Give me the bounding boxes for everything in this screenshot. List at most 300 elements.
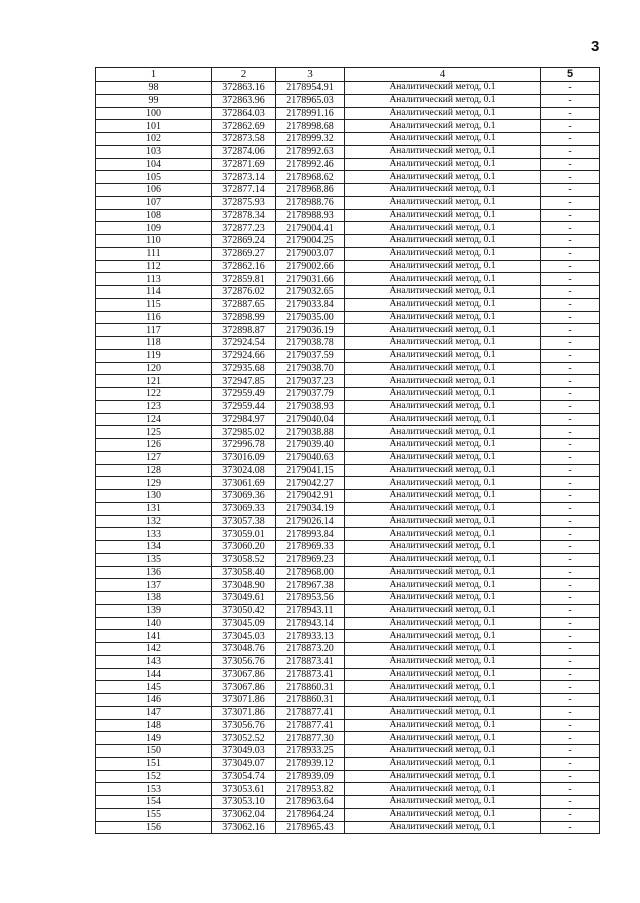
note-cell: - — [541, 439, 600, 452]
point-number-cell: 124 — [96, 413, 212, 426]
point-number-cell: 134 — [96, 541, 212, 554]
method-cell: Аналитический метод, 0.1 — [345, 490, 541, 503]
note-cell: - — [541, 757, 600, 770]
x-coordinate-cell: 373071.86 — [212, 694, 276, 707]
point-number-cell: 147 — [96, 706, 212, 719]
note-cell: - — [541, 515, 600, 528]
method-cell: Аналитический метод, 0.1 — [345, 107, 541, 120]
method-cell: Аналитический метод, 0.1 — [345, 694, 541, 707]
point-number-cell: 139 — [96, 604, 212, 617]
y-coordinate-cell: 2179031.66 — [276, 273, 345, 286]
note-cell: - — [541, 273, 600, 286]
method-cell: Аналитический метод, 0.1 — [345, 247, 541, 260]
note-cell: - — [541, 808, 600, 821]
y-coordinate-cell: 2178992.46 — [276, 158, 345, 171]
note-cell: - — [541, 541, 600, 554]
note-cell: - — [541, 247, 600, 260]
x-coordinate-cell: 372875.93 — [212, 196, 276, 209]
point-number-cell: 116 — [96, 311, 212, 324]
point-number-cell: 108 — [96, 209, 212, 222]
x-coordinate-cell: 372996.78 — [212, 439, 276, 452]
note-cell: - — [541, 209, 600, 222]
point-number-cell: 114 — [96, 286, 212, 299]
method-cell: Аналитический метод, 0.1 — [345, 260, 541, 273]
method-cell: Аналитический метод, 0.1 — [345, 196, 541, 209]
method-cell: Аналитический метод, 0.1 — [345, 566, 541, 579]
point-number-cell: 129 — [96, 477, 212, 490]
x-coordinate-cell: 372898.87 — [212, 324, 276, 337]
x-coordinate-cell: 373045.03 — [212, 630, 276, 643]
x-coordinate-cell: 372877.23 — [212, 222, 276, 235]
point-number-cell: 131 — [96, 502, 212, 515]
note-cell: - — [541, 464, 600, 477]
method-cell: Аналитический метод, 0.1 — [345, 668, 541, 681]
note-cell: - — [541, 579, 600, 592]
note-cell: - — [541, 158, 600, 171]
point-number-cell: 113 — [96, 273, 212, 286]
y-coordinate-cell: 2178877.41 — [276, 706, 345, 719]
method-cell: Аналитический метод, 0.1 — [345, 757, 541, 770]
table-row — [96, 617, 600, 630]
table-row — [96, 82, 600, 95]
table-row — [96, 541, 600, 554]
y-coordinate-cell: 2178877.30 — [276, 732, 345, 745]
table-row — [96, 375, 600, 388]
method-cell: Аналитический метод, 0.1 — [345, 796, 541, 809]
y-coordinate-cell: 2178953.82 — [276, 783, 345, 796]
point-number-cell: 150 — [96, 745, 212, 758]
point-number-cell: 101 — [96, 120, 212, 133]
table-header-row — [96, 68, 600, 82]
note-cell: - — [541, 668, 600, 681]
table-row — [96, 184, 600, 197]
y-coordinate-cell: 2179036.19 — [276, 324, 345, 337]
note-cell: - — [541, 732, 600, 745]
y-coordinate-cell: 2179038.70 — [276, 362, 345, 375]
table-row — [96, 235, 600, 248]
note-cell: - — [541, 796, 600, 809]
method-cell: Аналитический метод, 0.1 — [345, 719, 541, 732]
table-row — [96, 553, 600, 566]
method-cell: Аналитический метод, 0.1 — [345, 808, 541, 821]
method-cell: Аналитический метод, 0.1 — [345, 451, 541, 464]
x-coordinate-cell: 373059.01 — [212, 528, 276, 541]
point-number-cell: 107 — [96, 196, 212, 209]
note-cell: - — [541, 643, 600, 656]
note-cell: - — [541, 477, 600, 490]
y-coordinate-cell: 2178943.11 — [276, 604, 345, 617]
note-cell: - — [541, 770, 600, 783]
note-cell: - — [541, 260, 600, 273]
note-cell: - — [541, 375, 600, 388]
y-coordinate-cell: 2179032.65 — [276, 286, 345, 299]
method-cell: Аналитический метод, 0.1 — [345, 158, 541, 171]
table-row — [96, 439, 600, 452]
column-header-1: 1 — [96, 68, 212, 82]
method-cell: Аналитический метод, 0.1 — [345, 286, 541, 299]
x-coordinate-cell: 372984.97 — [212, 413, 276, 426]
table-row — [96, 94, 600, 107]
table-row — [96, 681, 600, 694]
method-cell: Аналитический метод, 0.1 — [345, 541, 541, 554]
coordinates-table — [95, 67, 600, 834]
x-coordinate-cell: 373056.76 — [212, 655, 276, 668]
note-cell: - — [541, 630, 600, 643]
table-row — [96, 515, 600, 528]
column-header-4: 4 — [345, 68, 541, 82]
x-coordinate-cell: 373049.07 — [212, 757, 276, 770]
method-cell: Аналитический метод, 0.1 — [345, 426, 541, 439]
method-cell: Аналитический метод, 0.1 — [345, 528, 541, 541]
x-coordinate-cell: 373024.08 — [212, 464, 276, 477]
method-cell: Аналитический метод, 0.1 — [345, 133, 541, 146]
y-coordinate-cell: 2178964.24 — [276, 808, 345, 821]
y-coordinate-cell: 2178992.63 — [276, 145, 345, 158]
note-cell: - — [541, 783, 600, 796]
point-number-cell: 110 — [96, 235, 212, 248]
method-cell: Аналитический метод, 0.1 — [345, 222, 541, 235]
point-number-cell: 151 — [96, 757, 212, 770]
table-row — [96, 247, 600, 260]
point-number-cell: 148 — [96, 719, 212, 732]
y-coordinate-cell: 2178873.20 — [276, 643, 345, 656]
y-coordinate-cell: 2179004.41 — [276, 222, 345, 235]
x-coordinate-cell: 372877.14 — [212, 184, 276, 197]
table-row — [96, 400, 600, 413]
x-coordinate-cell: 372873.58 — [212, 133, 276, 146]
point-number-cell: 125 — [96, 426, 212, 439]
y-coordinate-cell: 2178939.09 — [276, 770, 345, 783]
method-cell: Аналитический метод, 0.1 — [345, 553, 541, 566]
table-row — [96, 349, 600, 362]
x-coordinate-cell: 373058.52 — [212, 553, 276, 566]
point-number-cell: 98 — [96, 82, 212, 95]
point-number-cell: 123 — [96, 400, 212, 413]
method-cell: Аналитический метод, 0.1 — [345, 298, 541, 311]
table-row — [96, 324, 600, 337]
table-row — [96, 413, 600, 426]
y-coordinate-cell: 2179033.84 — [276, 298, 345, 311]
x-coordinate-cell: 372959.44 — [212, 400, 276, 413]
y-coordinate-cell: 2178965.03 — [276, 94, 345, 107]
x-coordinate-cell: 372947.85 — [212, 375, 276, 388]
x-coordinate-cell: 373057.38 — [212, 515, 276, 528]
point-number-cell: 135 — [96, 553, 212, 566]
x-coordinate-cell: 372878.34 — [212, 209, 276, 222]
y-coordinate-cell: 2178965.43 — [276, 821, 345, 834]
y-coordinate-cell: 2179037.23 — [276, 375, 345, 388]
method-cell: Аналитический метод, 0.1 — [345, 706, 541, 719]
x-coordinate-cell: 373052.52 — [212, 732, 276, 745]
table-row — [96, 770, 600, 783]
method-cell: Аналитический метод, 0.1 — [345, 324, 541, 337]
table-row — [96, 426, 600, 439]
y-coordinate-cell: 2179042.27 — [276, 477, 345, 490]
x-coordinate-cell: 372959.49 — [212, 388, 276, 401]
x-coordinate-cell: 372862.16 — [212, 260, 276, 273]
point-number-cell: 145 — [96, 681, 212, 694]
point-number-cell: 140 — [96, 617, 212, 630]
point-number-cell: 112 — [96, 260, 212, 273]
table-row — [96, 286, 600, 299]
page-number: 3 — [591, 38, 600, 55]
method-cell: Аналитический метод, 0.1 — [345, 184, 541, 197]
table-row — [96, 655, 600, 668]
x-coordinate-cell: 372869.27 — [212, 247, 276, 260]
y-coordinate-cell: 2179040.04 — [276, 413, 345, 426]
note-cell: - — [541, 337, 600, 350]
method-cell: Аналитический метод, 0.1 — [345, 362, 541, 375]
point-number-cell: 138 — [96, 592, 212, 605]
method-cell: Аналитический метод, 0.1 — [345, 273, 541, 286]
x-coordinate-cell: 373067.86 — [212, 668, 276, 681]
point-number-cell: 149 — [96, 732, 212, 745]
method-cell: Аналитический метод, 0.1 — [345, 311, 541, 324]
note-cell: - — [541, 298, 600, 311]
note-cell: - — [541, 490, 600, 503]
point-number-cell: 122 — [96, 388, 212, 401]
point-number-cell: 119 — [96, 349, 212, 362]
table-row — [96, 273, 600, 286]
point-number-cell: 136 — [96, 566, 212, 579]
method-cell: Аналитический метод, 0.1 — [345, 120, 541, 133]
table-row — [96, 502, 600, 515]
point-number-cell: 154 — [96, 796, 212, 809]
y-coordinate-cell: 2178954.91 — [276, 82, 345, 95]
x-coordinate-cell: 373053.10 — [212, 796, 276, 809]
y-coordinate-cell: 2178999.32 — [276, 133, 345, 146]
method-cell: Аналитический метод, 0.1 — [345, 145, 541, 158]
method-cell: Аналитический метод, 0.1 — [345, 94, 541, 107]
point-number-cell: 156 — [96, 821, 212, 834]
method-cell: Аналитический метод, 0.1 — [345, 477, 541, 490]
x-coordinate-cell: 372887.65 — [212, 298, 276, 311]
note-cell: - — [541, 553, 600, 566]
method-cell: Аналитический метод, 0.1 — [345, 502, 541, 515]
method-cell: Аналитический метод, 0.1 — [345, 235, 541, 248]
y-coordinate-cell: 2178991.16 — [276, 107, 345, 120]
y-coordinate-cell: 2178963.64 — [276, 796, 345, 809]
method-cell: Аналитический метод, 0.1 — [345, 209, 541, 222]
table-row — [96, 158, 600, 171]
y-coordinate-cell: 2178860.31 — [276, 681, 345, 694]
point-number-cell: 102 — [96, 133, 212, 146]
point-number-cell: 100 — [96, 107, 212, 120]
x-coordinate-cell: 372859.81 — [212, 273, 276, 286]
note-cell: - — [541, 235, 600, 248]
x-coordinate-cell: 372863.96 — [212, 94, 276, 107]
y-coordinate-cell: 2179003.07 — [276, 247, 345, 260]
method-cell: Аналитический метод, 0.1 — [345, 464, 541, 477]
point-number-cell: 126 — [96, 439, 212, 452]
method-cell: Аналитический метод, 0.1 — [345, 630, 541, 643]
note-cell: - — [541, 528, 600, 541]
table-row — [96, 757, 600, 770]
note-cell: - — [541, 694, 600, 707]
x-coordinate-cell: 372874.06 — [212, 145, 276, 158]
note-cell: - — [541, 196, 600, 209]
point-number-cell: 104 — [96, 158, 212, 171]
x-coordinate-cell: 373069.36 — [212, 490, 276, 503]
method-cell: Аналитический метод, 0.1 — [345, 171, 541, 184]
table-body — [96, 82, 600, 834]
method-cell: Аналитический метод, 0.1 — [345, 745, 541, 758]
note-cell: - — [541, 426, 600, 439]
point-number-cell: 137 — [96, 579, 212, 592]
method-cell: Аналитический метод, 0.1 — [345, 681, 541, 694]
y-coordinate-cell: 2178873.41 — [276, 655, 345, 668]
note-cell: - — [541, 171, 600, 184]
point-number-cell: 127 — [96, 451, 212, 464]
note-cell: - — [541, 286, 600, 299]
point-number-cell: 142 — [96, 643, 212, 656]
y-coordinate-cell: 2178968.86 — [276, 184, 345, 197]
table-row — [96, 796, 600, 809]
x-coordinate-cell: 373067.86 — [212, 681, 276, 694]
x-coordinate-cell: 372862.69 — [212, 120, 276, 133]
x-coordinate-cell: 373069.33 — [212, 502, 276, 515]
method-cell: Аналитический метод, 0.1 — [345, 655, 541, 668]
column-header-3: 3 — [276, 68, 345, 82]
point-number-cell: 133 — [96, 528, 212, 541]
note-cell: - — [541, 719, 600, 732]
y-coordinate-cell: 2179004.25 — [276, 235, 345, 248]
method-cell: Аналитический метод, 0.1 — [345, 770, 541, 783]
table-row — [96, 630, 600, 643]
table-row — [96, 451, 600, 464]
y-coordinate-cell: 2178933.13 — [276, 630, 345, 643]
table-row — [96, 592, 600, 605]
table-row — [96, 490, 600, 503]
table-row — [96, 145, 600, 158]
table-row — [96, 783, 600, 796]
table-row — [96, 464, 600, 477]
y-coordinate-cell: 2179038.78 — [276, 337, 345, 350]
method-cell: Аналитический метод, 0.1 — [345, 388, 541, 401]
y-coordinate-cell: 2178967.38 — [276, 579, 345, 592]
note-cell: - — [541, 94, 600, 107]
table-row — [96, 388, 600, 401]
note-cell: - — [541, 604, 600, 617]
x-coordinate-cell: 373058.40 — [212, 566, 276, 579]
note-cell: - — [541, 502, 600, 515]
table-row — [96, 298, 600, 311]
y-coordinate-cell: 2178993.84 — [276, 528, 345, 541]
x-coordinate-cell: 372863.16 — [212, 82, 276, 95]
y-coordinate-cell: 2179039.40 — [276, 439, 345, 452]
x-coordinate-cell: 373045.09 — [212, 617, 276, 630]
note-cell: - — [541, 311, 600, 324]
x-coordinate-cell: 372871.69 — [212, 158, 276, 171]
x-coordinate-cell: 373016.09 — [212, 451, 276, 464]
point-number-cell: 115 — [96, 298, 212, 311]
x-coordinate-cell: 373049.61 — [212, 592, 276, 605]
table-row — [96, 477, 600, 490]
x-coordinate-cell: 372876.02 — [212, 286, 276, 299]
method-cell: Аналитический метод, 0.1 — [345, 604, 541, 617]
y-coordinate-cell: 2178873.41 — [276, 668, 345, 681]
y-coordinate-cell: 2179035.00 — [276, 311, 345, 324]
table-row — [96, 260, 600, 273]
table-row — [96, 668, 600, 681]
y-coordinate-cell: 2179042.91 — [276, 490, 345, 503]
note-cell: - — [541, 566, 600, 579]
table-row — [96, 196, 600, 209]
y-coordinate-cell: 2178953.56 — [276, 592, 345, 605]
table-row — [96, 745, 600, 758]
x-coordinate-cell: 372898.99 — [212, 311, 276, 324]
table-row — [96, 808, 600, 821]
x-coordinate-cell: 372924.54 — [212, 337, 276, 350]
y-coordinate-cell: 2179002.66 — [276, 260, 345, 273]
y-coordinate-cell: 2178968.62 — [276, 171, 345, 184]
x-coordinate-cell: 372924.66 — [212, 349, 276, 362]
point-number-cell: 155 — [96, 808, 212, 821]
y-coordinate-cell: 2178939.12 — [276, 757, 345, 770]
note-cell: - — [541, 400, 600, 413]
point-number-cell: 109 — [96, 222, 212, 235]
point-number-cell: 117 — [96, 324, 212, 337]
table-row — [96, 579, 600, 592]
note-cell: - — [541, 655, 600, 668]
point-number-cell: 105 — [96, 171, 212, 184]
point-number-cell: 144 — [96, 668, 212, 681]
x-coordinate-cell: 373062.04 — [212, 808, 276, 821]
note-cell: - — [541, 120, 600, 133]
point-number-cell: 152 — [96, 770, 212, 783]
table-row — [96, 209, 600, 222]
point-number-cell: 132 — [96, 515, 212, 528]
table-row — [96, 107, 600, 120]
table-row — [96, 604, 600, 617]
method-cell: Аналитический метод, 0.1 — [345, 732, 541, 745]
point-number-cell: 118 — [96, 337, 212, 350]
table-row — [96, 694, 600, 707]
y-coordinate-cell: 2179040.63 — [276, 451, 345, 464]
x-coordinate-cell: 372935.68 — [212, 362, 276, 375]
x-coordinate-cell: 373062.16 — [212, 821, 276, 834]
y-coordinate-cell: 2178969.23 — [276, 553, 345, 566]
note-cell: - — [541, 706, 600, 719]
table-row — [96, 337, 600, 350]
note-cell: - — [541, 324, 600, 337]
method-cell: Аналитический метод, 0.1 — [345, 592, 541, 605]
point-number-cell: 130 — [96, 490, 212, 503]
method-cell: Аналитический метод, 0.1 — [345, 579, 541, 592]
table-row — [96, 362, 600, 375]
point-number-cell: 128 — [96, 464, 212, 477]
table-row — [96, 821, 600, 834]
table-row — [96, 643, 600, 656]
note-cell: - — [541, 107, 600, 120]
note-cell: - — [541, 681, 600, 694]
point-number-cell: 146 — [96, 694, 212, 707]
x-coordinate-cell: 373071.86 — [212, 706, 276, 719]
table-row — [96, 222, 600, 235]
method-cell: Аналитический метод, 0.1 — [345, 337, 541, 350]
table-row — [96, 171, 600, 184]
x-coordinate-cell: 373060.20 — [212, 541, 276, 554]
note-cell: - — [541, 349, 600, 362]
x-coordinate-cell: 372864.03 — [212, 107, 276, 120]
y-coordinate-cell: 2178988.93 — [276, 209, 345, 222]
method-cell: Аналитический метод, 0.1 — [345, 617, 541, 630]
table-row — [96, 566, 600, 579]
note-cell: - — [541, 145, 600, 158]
x-coordinate-cell: 372873.14 — [212, 171, 276, 184]
note-cell: - — [541, 413, 600, 426]
y-coordinate-cell: 2178968.00 — [276, 566, 345, 579]
